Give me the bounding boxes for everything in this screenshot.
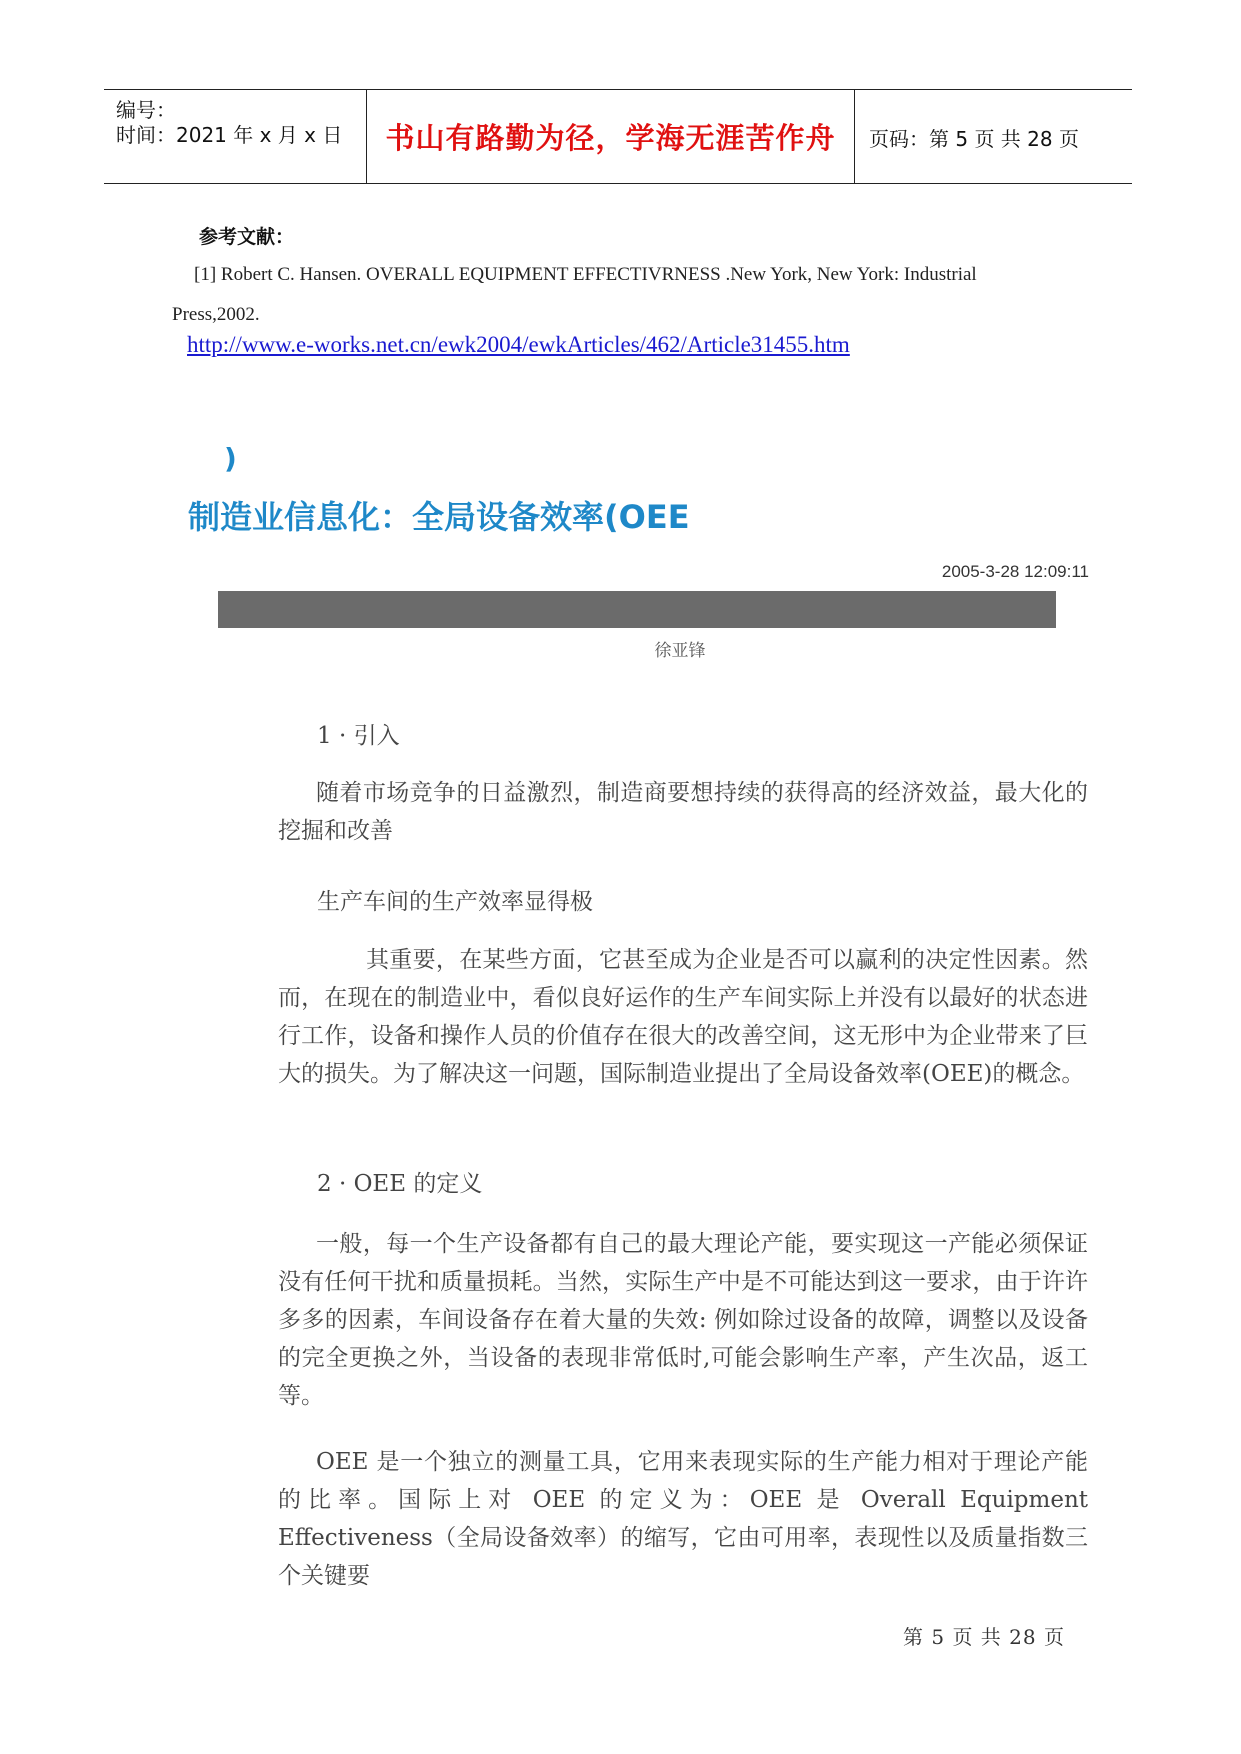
divider-bar bbox=[218, 591, 1056, 628]
title-paren: ) bbox=[224, 442, 237, 475]
section-heading-1: 1 · 引入 bbox=[317, 723, 400, 749]
paragraph-4: 一般，每一个生产设备都有自己的最大理论产能，要实现这一产能必须保证没有任何干扰和质量损耗。当然，实际生产中是不可能达到这一要求，由于许许多多的因素，车间设备存在着大量的失效: 例如除过设备的故障，调整以及设备的完全更换之外，当设备的表现非常低时,可能会影响生产率，产生次品，返工等。 bbox=[278, 1231, 1088, 1409]
page-header bbox=[104, 89, 1132, 184]
serial-label: 编号： bbox=[116, 98, 176, 122]
section-heading-2: 2 · OEE 的定义 bbox=[317, 1171, 483, 1197]
reference-link[interactable]: http://www.e-works.net.cn/ewk2004/ewkArticles/462/Article31455.htm bbox=[187, 332, 850, 357]
article-datetime: 2005-3-28 12:09:11 bbox=[941, 562, 1089, 581]
header-meta-cell bbox=[104, 90, 366, 183]
paragraph-3: 其重要，在某些方面，它甚至成为企业是否可以赢利的决定性因素。然而，在现在的制造业中，看似良好运作的生产车间实际上并没有以最好的状态进行工作，设备和操作人员的价值存在很大的改善空间，这无形中为企业带来了巨大的损失。为了解决这一问题，国际制造业提出了全局设备效率(OEE)的概念。 bbox=[278, 947, 1088, 1087]
article-author: 徐亚锋 bbox=[654, 641, 706, 661]
paragraph-1: 随着市场竞争的日益激烈，制造商要想持续的获得高的经济效益，最大化的挖掘和改善 bbox=[278, 780, 1088, 844]
motto: 书山有路勤为径，学海无涯苦作舟 bbox=[385, 121, 836, 155]
header-page-cell bbox=[855, 90, 1132, 183]
paragraph-2: 生产车间的生产效率显得极 bbox=[317, 889, 593, 915]
time-label: 时间：2021 年 x 月 x 日 bbox=[116, 123, 343, 147]
reference-1-line-2: Press,2002. bbox=[172, 304, 260, 325]
paragraph-5: OEE 是一个独立的测量工具，它用来表现实际的生产能力相对于理论产能的比率。国际上对 OEE 的定义为：OEE 是 Overall Equipment Effectiveness（全局设备效率）的缩写，它由可用率，表现性以及质量指数三个关键要 bbox=[278, 1449, 1088, 1589]
page-footer: 第 5 页 共 28 页 bbox=[903, 1625, 1065, 1649]
references-title: 参考文献： bbox=[199, 226, 295, 248]
article-title: 制造业信息化：全局设备效率(OEE bbox=[188, 498, 690, 536]
header-motto-cell bbox=[366, 90, 855, 183]
page-label: 页码：第 5 页 共 28 页 bbox=[869, 127, 1079, 151]
reference-1-line-1: [1] Robert C. Hansen. OVERALL EQUIPMENT EFFECTIVRNESS .New York, New York: Industrial bbox=[194, 264, 977, 285]
